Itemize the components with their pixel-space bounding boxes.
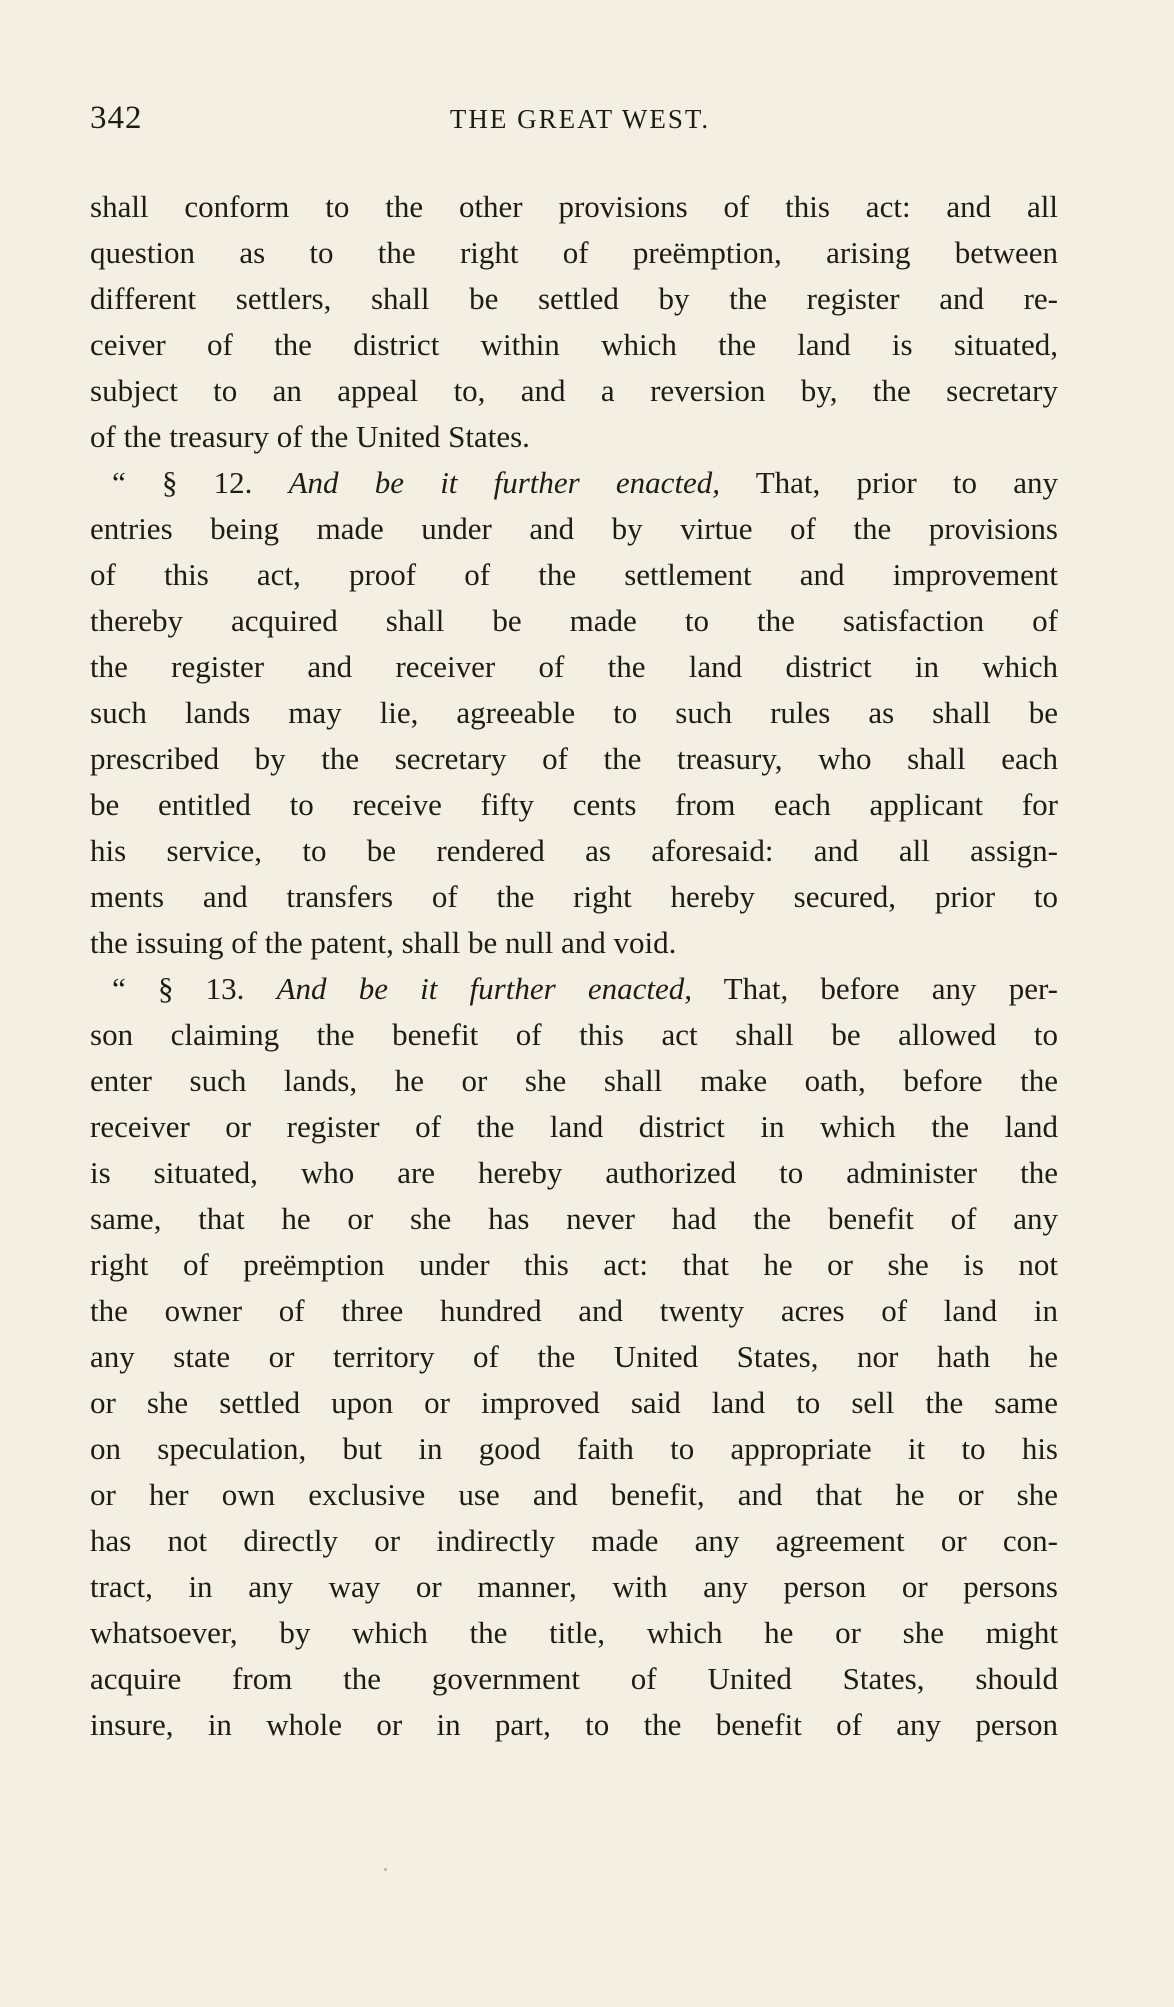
text-line: enter such lands, he or she shall make oath, before the [90,1063,1058,1098]
text-line: right of preëmption under this act: that he or she is not [90,1247,1058,1282]
text-line: prescribed by the secretary of the treasury, who shall each [90,741,1058,776]
text-line: is situated, who are hereby authorized to administer the [90,1155,1058,1190]
print-speck [384,1868,387,1871]
page-number: 342 [90,100,143,136]
text-line: or she settled upon or improved said land to sell the same [90,1385,1058,1420]
text-line: entries being made under and by virtue of the provisions [90,511,1058,546]
section-13-enacting-clause: And be it further enacted, [276,971,693,1006]
running-title: THE GREAT WEST. [449,104,711,134]
text-line: subject to an appeal to, and a reversion by, the secretary [90,373,1058,408]
text-line: tract, in any way or manner, with any person or persons [90,1569,1058,1604]
text-line: the register and receiver of the land district in which [90,649,1058,684]
text-line: insure, in whole or in part, to the benefit of any person [90,1707,1058,1742]
section-13-heading-line [90,966,1058,1012]
text-line: different settlers, shall be settled by the register and re- [90,281,1058,316]
text-line: has not directly or indirectly made any agreement or con- [90,1523,1058,1558]
section-12-text: That, prior to any [755,465,1058,500]
text-line: or her own exclusive use and benefit, and that he or she [90,1477,1058,1512]
text-line: shall conform to the other provisions of this act: and all [90,189,1058,224]
section-12-heading-line [90,460,1058,506]
section-13-mark: “ § 13. [112,971,245,1006]
text-line: his service, to be rendered as aforesaid: and all assign- [90,833,1058,868]
body-text [90,184,1058,1748]
text-line: thereby acquired shall be made to the satisfaction of [90,603,1058,638]
section-13-text: That, before any per- [723,971,1058,1006]
text-line: on speculation, but in good faith to appropriate it to his [90,1431,1058,1466]
section-12-enacting-clause: And be it further enacted, [288,465,721,500]
text-line: any state or territory of the United States, nor hath he [90,1339,1058,1374]
text-line: the issuing of the patent, shall be null and void. [90,925,677,960]
text-line: acquire from the government of United States, should [90,1661,1058,1696]
text-line: whatsoever, by which the title, which he or she might [90,1615,1058,1650]
text-line: son claiming the benefit of this act shall be allowed to [90,1017,1058,1052]
text-line: of the treasury of the United States. [90,419,530,454]
page-header [90,100,1070,150]
section-12-mark: “ § 12. [112,465,253,500]
text-line: the owner of three hundred and twenty acres of land in [90,1293,1058,1328]
text-line: same, that he or she has never had the benefit of any [90,1201,1058,1236]
text-line: ceiver of the district within which the land is situated, [90,327,1058,362]
text-line: of this act, proof of the settlement and improvement [90,557,1058,592]
text-line: be entitled to receive fifty cents from each applicant for [90,787,1058,822]
text-line: such lands may lie, agreeable to such rules as shall be [90,695,1058,730]
text-line: ments and transfers of the right hereby secured, prior to [90,879,1058,914]
text-line: receiver or register of the land district in which the land [90,1109,1058,1144]
text-line: question as to the right of preëmption, arising between [90,235,1058,270]
